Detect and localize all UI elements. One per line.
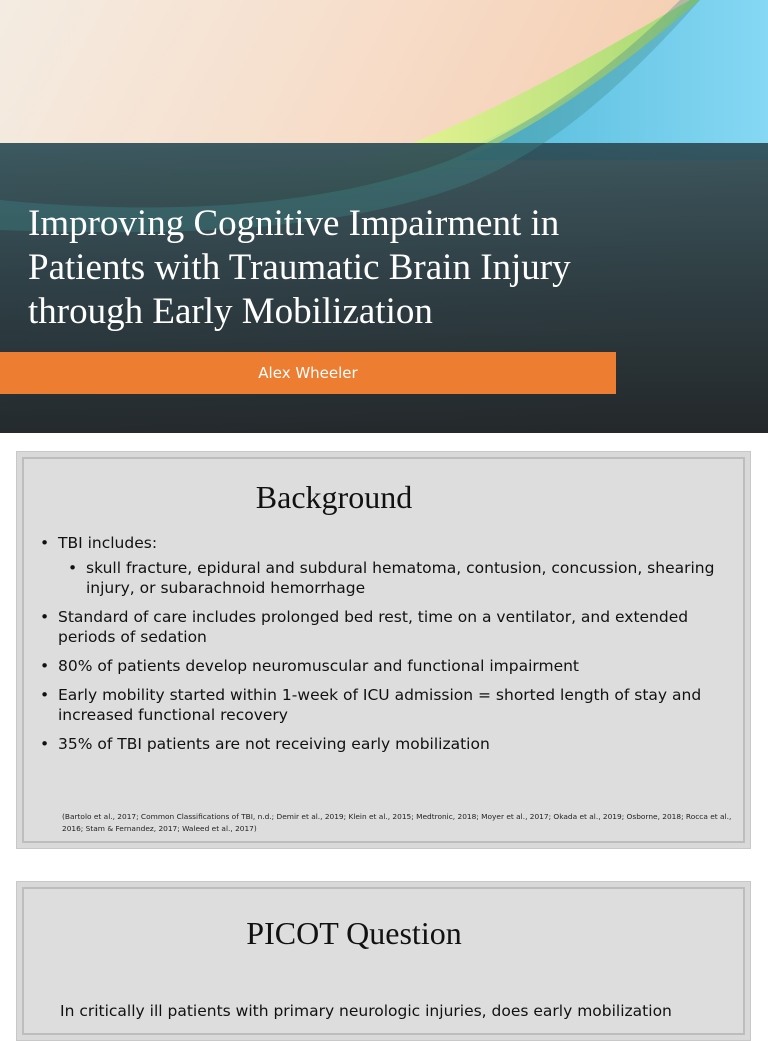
bullet-item: • Standard of care includes prolonged bed rest, time on a ventilator, and extended periods of sedation (38, 607, 728, 647)
citation: (Bartolo et al., 2017; Common Classifications of TBI, n.d.; Demir et al., 2019; Klein et al., 2015; Medtronic, 2018; Moyer et al., 2017; Okada et al., 2019; Osborne, 2018; Rocca et al., 2016; Stam & Fernandez, 2017; Waleed et al., 2017) (62, 812, 732, 833)
slide-frame (22, 887, 745, 1035)
slide-title: Background (255, 479, 413, 515)
bullet-list (38, 533, 728, 763)
bullet-item: • 35% of TBI patients are not receiving early mobilization (38, 734, 728, 754)
bullet-item: • 80% of patients develop neuromuscular and functional impairment (38, 656, 728, 676)
presentation-title: Improving Cognitive Impairment in Patients with Traumatic Brain Injury through Early Mobilization (28, 203, 571, 332)
author-bar (0, 352, 616, 394)
slide-title: PICOT Question (246, 915, 462, 951)
author-name: Alex Wheeler (258, 364, 358, 382)
picot-question-text: In critically ill patients with primary neurologic injuries, does early mobilization (60, 1002, 672, 1020)
sub-bullet-item: • skull fracture, epidural and subdural hematoma, contusion, concussion, shearing injury, or subarachnoid hemorrhage (66, 558, 728, 598)
background-slide (16, 451, 751, 849)
slide-frame (22, 457, 745, 843)
title-slide (0, 0, 768, 433)
bullet-item: • TBI includes: (38, 533, 728, 553)
bullet-item: • Early mobility started within 1-week of ICU admission = shorted length of stay and increased functional recovery (38, 685, 728, 725)
picot-slide (16, 881, 751, 1041)
